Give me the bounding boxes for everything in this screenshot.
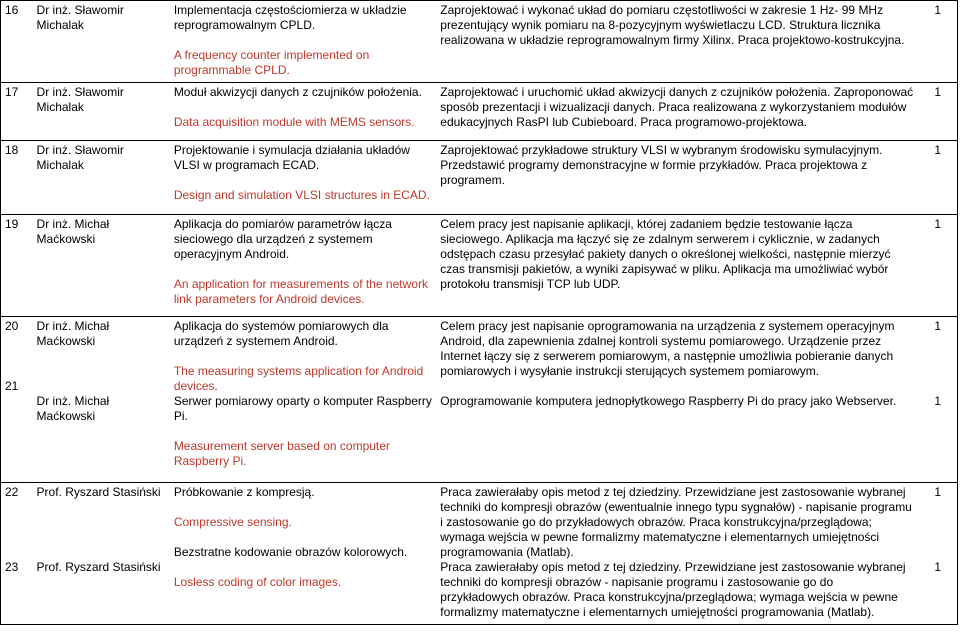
row-number: 17 [1,83,33,141]
student-count-group [918,483,957,625]
supervisor: Dr inż. Michał Maćkowski [33,215,170,317]
supervisor: Prof. Ryszard Stasiński [36,560,161,574]
table-row [1,1,958,83]
student-count: 1 [918,215,957,317]
row-number-group [1,317,33,483]
title-polish: Serwer pomiarowy oparty o komputer Raspberry Pi. [173,394,432,423]
title-polish: Moduł akwizycji danych z czujników położenia. [173,85,422,99]
table-row [1,215,958,317]
student-count: 1 [934,394,941,408]
title-english: Design and simulation VLSI structures in ECAD. [173,188,430,202]
topic-description: Zaprojektować przykładowe struktury VLSI w wybranym środowisku symulacyjnym. Przedstawić programy demonstracyjne w formie przykładów. Praca projektowa z programem. [436,141,918,215]
topic-description: Celem pracy jest napisanie aplikacji, której zadaniem będzie testowanie łącza sieciowego. Aplikacja ma łączyć się ze zdalnym serwerem i cyklicznie, w zadanych odstępach czasu przesyłać pakiety danych o określonej wielkości, następnie mierzyć czas transmisji pakietów, a wyniki zapisywać w pliku. Aplikacja ma umożliwiać wybór protokołu transmisji TCP lub UDP. [436,215,918,317]
student-count-group [918,317,957,483]
row-number: 18 [1,141,33,215]
supervisor: Dr inż. Sławomir Michalak [33,83,170,141]
supervisor: Prof. Ryszard Stasiński [36,485,161,499]
row-number: 16 [1,1,33,83]
row-number: 22 [5,485,19,499]
row-number: 19 [1,215,33,317]
supervisor-group [33,483,170,625]
student-count: 1 [934,560,941,574]
topic-title [170,1,436,83]
title-english: Data acquisition module with MEMS sensors. [173,115,415,129]
topic-title [170,83,436,141]
topic-description: Praca zawierałaby opis metod z tej dziedziny. Przewidziane jest zastosowanie wybranej techniki do kompresji obrazów - napisanie programu i zastosowanie go do przykładowych obrazów. Praca konstrukcyjna/przeglądowa; wymaga wejścia w pewne formalizmy matematyczne i elementarnych umiejętności programowania (Matlab). [440,560,906,619]
title-polish: Aplikacja do systemów pomiarowych dla urządzeń z systemem Android. [173,319,389,348]
topic-title-group [170,483,436,625]
topic-description: Celem pracy jest napisanie oprogramowania na urządzenia z systemem operacyjnym Android, dla zapewnienia zdalnej kontroli systemu pomiarowego. Urządzenie przez Internet łączy się z serwerem pomiarowym, a następnie umożliwia pobieranie danych pomiarowych i wysyłanie instrukcji sterujących systemem pomiarowym. [440,319,895,378]
student-count: 1 [918,1,957,83]
table-row [1,317,958,483]
supervisor-group [33,317,170,483]
student-count: 1 [934,319,941,333]
topic-title [170,215,436,317]
table-row [1,83,958,141]
topic-description-group [436,317,918,483]
title-polish: Implementacja częstościomierza w układzie reprogramowalnym CPLD. [173,3,407,32]
title-english: The measuring systems application for Android devices. [173,364,424,393]
title-english: Losless coding of color images. [173,575,342,589]
supervisor: Dr inż. Sławomir Michalak [33,1,170,83]
table-row [1,141,958,215]
supervisor: Dr inż. Michał Maćkowski [36,319,110,348]
title-polish: Projektowanie i symulacja działania układów VLSI w programach ECAD. [173,143,410,172]
topic-description: Oprogramowanie komputera jednopłytkowego Raspberry Pi do pracy jako Webserver. [440,394,897,408]
row-number-group [1,483,33,625]
title-polish: Aplikacja do pomiarów parametrów łącza sieciowego dla urządzeń z systemem operacyjnym Android. [173,217,392,261]
row-number: 23 [5,560,19,574]
table-row [1,483,958,625]
title-english: Measurement server based on computer Raspberry Pi. [173,439,390,468]
row-number: 20 [5,319,19,333]
title-english: Compressive sensing. [173,515,292,529]
topic-description: Zaprojektować i wykonać układ do pomiaru częstotliwości w zakresie 1 Hz- 99 MHz prezentujący wynik pomiaru na 8-pozycyjnym wyświetlaczu LCD. Struktura licznika realizowana w układzie reprogramowalnym firmy Xilinx. Praca projektowo-kostrukcyjna. [436,1,918,83]
supervisor: Dr inż. Michał Maćkowski [36,394,110,423]
supervisor: Dr inż. Sławomir Michalak [33,141,170,215]
topic-description: Praca zawierałaby opis metod z tej dziedziny. Przewidziane jest zastosowanie wybranej techniki do kompresji obrazów (ewentualnie innego typu sygnałów) - napisanie programu i zastosowanie go do przykładowych obrazów. Praca konstrukcyjna/przeglądowa; wymaga wejścia w pewne formalizmy matematyczne i elementarnych umiejętności programowania (Matlab). [440,485,912,559]
title-polish: Bezstratne kodowanie obrazów kolorowych. [173,545,408,559]
student-count: 1 [918,83,957,141]
topic-title-group [170,317,436,483]
title-polish: Próbkowanie z kompresją. [173,485,315,499]
row-number: 21 [5,379,19,393]
topic-description: Zaprojektować i uruchomić układ akwizycji danych z czujników położenia. Zaproponować sposób prezentacji i wizualizacji danych. Praca realizowana z wykorzystaniem modułów edukacyjnych RasPI lub Cubieboard. Praca programowo-projektowa. [436,83,918,141]
student-count: 1 [934,485,941,499]
student-count: 1 [918,141,957,215]
title-english: A frequency counter implemented on programmable CPLD. [173,48,370,77]
topic-title [170,141,436,215]
topic-description-group [436,483,918,625]
title-english: An application for measurements of the network link parameters for Android devices. [173,277,428,306]
